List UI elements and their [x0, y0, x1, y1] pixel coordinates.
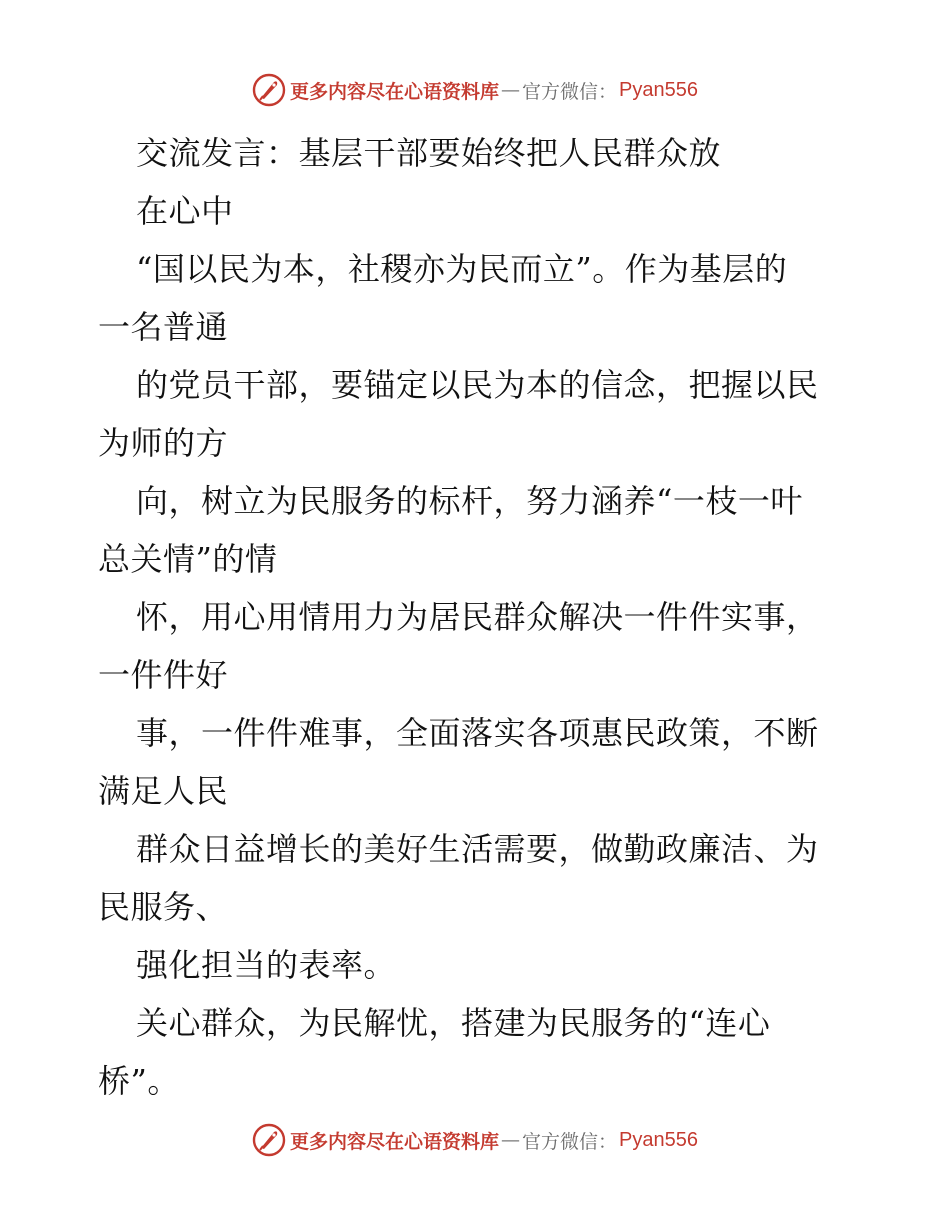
text-line: 交流发言：基层干部要始终把人民群众放 — [136, 134, 722, 172]
header-separator: — — [501, 79, 521, 101]
header-slogan: 更多内容尽在心语资料库 — [290, 80, 500, 103]
footer-banner — [0, 1120, 950, 1160]
text-line: 满足人民 — [98, 772, 229, 810]
text-line: 一件件好 — [98, 656, 229, 694]
text-line: 在心中 — [136, 192, 234, 230]
text-line: 为师的方 — [98, 424, 229, 462]
footer-slogan: 更多内容尽在心语资料库 — [290, 1130, 500, 1153]
text-line: 的党员干部，要锚定以民为本的信念，把握以民 — [136, 366, 819, 404]
text-line: 强化担当的表率。 — [136, 946, 397, 984]
text-line: 向，树立为民服务的标杆，努力涵养“一枝一叶 — [136, 482, 803, 520]
quill-pen-logo-icon — [252, 73, 286, 107]
text-line: 一名普通 — [98, 308, 229, 346]
text-line: 怀，用心用情用力为居民群众解决一件件实事， — [136, 598, 819, 636]
header-wechat-label: 官方微信： — [522, 80, 618, 103]
text-line: 桥”。 — [98, 1062, 180, 1100]
text-line: 事，一件件难事，全面落实各项惠民政策，不断 — [136, 714, 819, 752]
quill-pen-logo-icon — [252, 1123, 286, 1157]
text-line: 关心群众，为民解忧，搭建为民服务的“连心 — [136, 1004, 771, 1042]
text-line: 总关情”的情 — [98, 540, 278, 578]
document-body — [98, 124, 858, 1110]
header-wechat-id: Pyan556 — [619, 78, 698, 101]
text-line: 群众日益增长的美好生活需要，做勤政廉洁、为 — [136, 830, 819, 868]
text-line: “国以民为本，社稷亦为民而立”。作为基层的 — [136, 250, 788, 288]
footer-wechat-id: Pyan556 — [619, 1128, 698, 1151]
text-line: 民服务、 — [98, 888, 229, 926]
header-banner — [0, 70, 950, 110]
footer-separator: — — [501, 1129, 521, 1151]
footer-wechat-label: 官方微信： — [522, 1130, 618, 1153]
